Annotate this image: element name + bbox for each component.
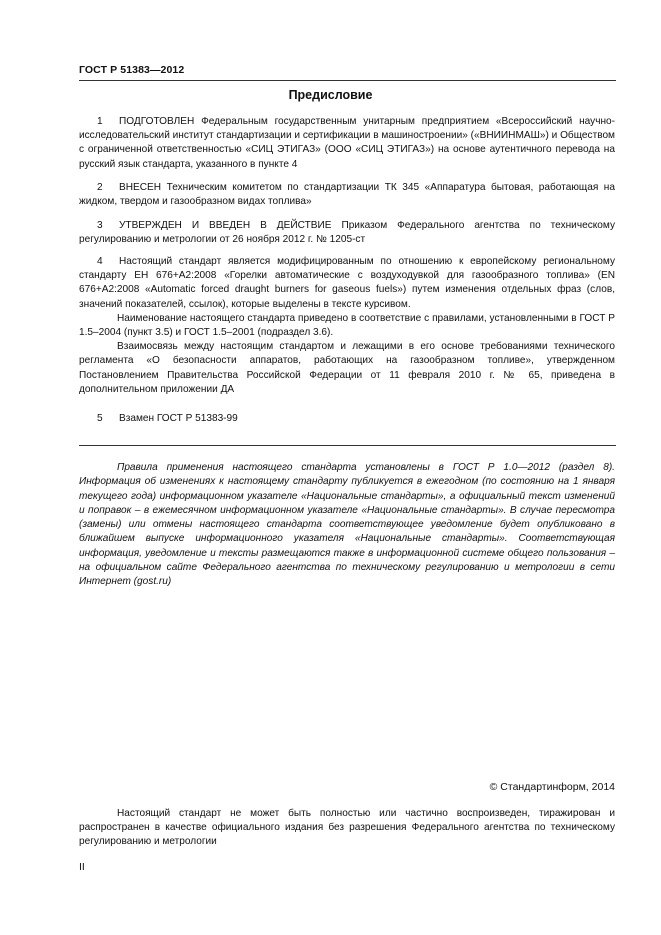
reproduction-notice-text: Настоящий стандарт не может быть полностью или частично воспроизведен, тиражирован и распространен в качестве официального издания без разрешения Федерального агентства по техническому регулированию и метрологии: [79, 808, 615, 848]
item-4-paragraph-relation: Взаимосвязь между настоящим стандартом и лежащими в его основе требованиями технического регламента «О безопасности аппаратов, работающих на газообразном топливе», утвержденном Постановлением Правительства Российской Федерации от 11 февраля 2010 г. № 65, приведена в дополнительном приложении ДА: [79, 341, 615, 395]
item-number: 5: [97, 413, 103, 424]
usage-notice: [79, 461, 615, 590]
item-4: [79, 255, 615, 397]
item-3: [79, 219, 615, 247]
item-text: Взамен ГОСТ Р 51383-99: [119, 413, 238, 424]
usage-notice-text: Правила применения настоящего стандарта установлены в ГОСТ Р 1.0—2012 (раздел 8). Информация об изменениях к настоящему стандарту публикуется в ежегодном (по состоянию на 1 января текущего года) информационном указателе «Национальные стандарты», а официальный текст изменений и поправок – в ежемесячном информационном указателе «Национальные стандарты». В случае пересмотра (замены) или отмены настоящего стандарта соответствующее уведомление будет опубликовано в ближайшем выпуске информационного указателя «Национальные стандарты». Соответствующая информация, уведомление и тексты размещаются также в информационной системе общего пользования – на официальном сайте Федерального агентства по техническому регулированию и метрологии в сети Интернет (gost.ru): [79, 462, 615, 588]
item-text: УТВЕРЖДЕН И ВВЕДЕН В ДЕЙСТВИЕ Приказом Федерального агентства по техническому регулированию и метрологии от 26 ноября 2012 г. № 1205-ст: [79, 220, 615, 246]
item-text: ПОДГОТОВЛЕН Федеральным государственным унитарным предприятием «Всероссийский научно-исследовательский институт стандартизации и сертификации в машиностроении» («ВНИИНМАШ») и Обществом с ограниченной ответственностью «СИЦ ЭТИГАЗ» (ООО «СИЦ ЭТИГАЗ») на основе аутентичного перевода на русский язык стандарта, указанного в пункте 4: [79, 116, 615, 170]
item-2: [79, 181, 615, 209]
item-text: ВНЕСЕН Техническим комитетом по стандартизации ТК 345 «Аппаратура бытовая, работающая на жидком, твердом и газообразном видах топлива»: [79, 182, 615, 208]
item-number: 1: [97, 116, 103, 127]
item-number: 4: [97, 256, 103, 267]
item-4-paragraph-name: Наименование настоящего стандарта приведено в соответствие с правилами, установленными в ГОСТ Р 1.5–2004 (пункт 3.5) и ГОСТ 1.5–2001 (подраздел 3.6).: [79, 312, 615, 339]
item-1: [79, 115, 615, 172]
copyright: © Стандартинформ, 2014: [489, 781, 615, 793]
item-number: 3: [97, 220, 103, 231]
header-divider: [79, 80, 616, 81]
reproduction-notice: [79, 807, 615, 850]
standard-id-header: ГОСТ Р 51383—2012: [79, 64, 185, 76]
notice-divider: [79, 445, 616, 446]
page-number: II: [79, 861, 85, 873]
item-5: [79, 412, 615, 426]
item-number: 2: [97, 182, 103, 193]
page-title: Предисловие: [288, 88, 373, 102]
item-text: Настоящий стандарт является модифицированным по отношению к европейскому региональному стандарту ЕН 676+А2:2008 «Горелки автоматические с воздуходувкой для газообразного топлива» (EN 676+A2:2008 «Automatic forced draught burners for gaseous fuels») путем изменения отдельных фраз (слов, значений показателей, ссылок), которые выделены в тексте курсивом.: [79, 256, 615, 310]
